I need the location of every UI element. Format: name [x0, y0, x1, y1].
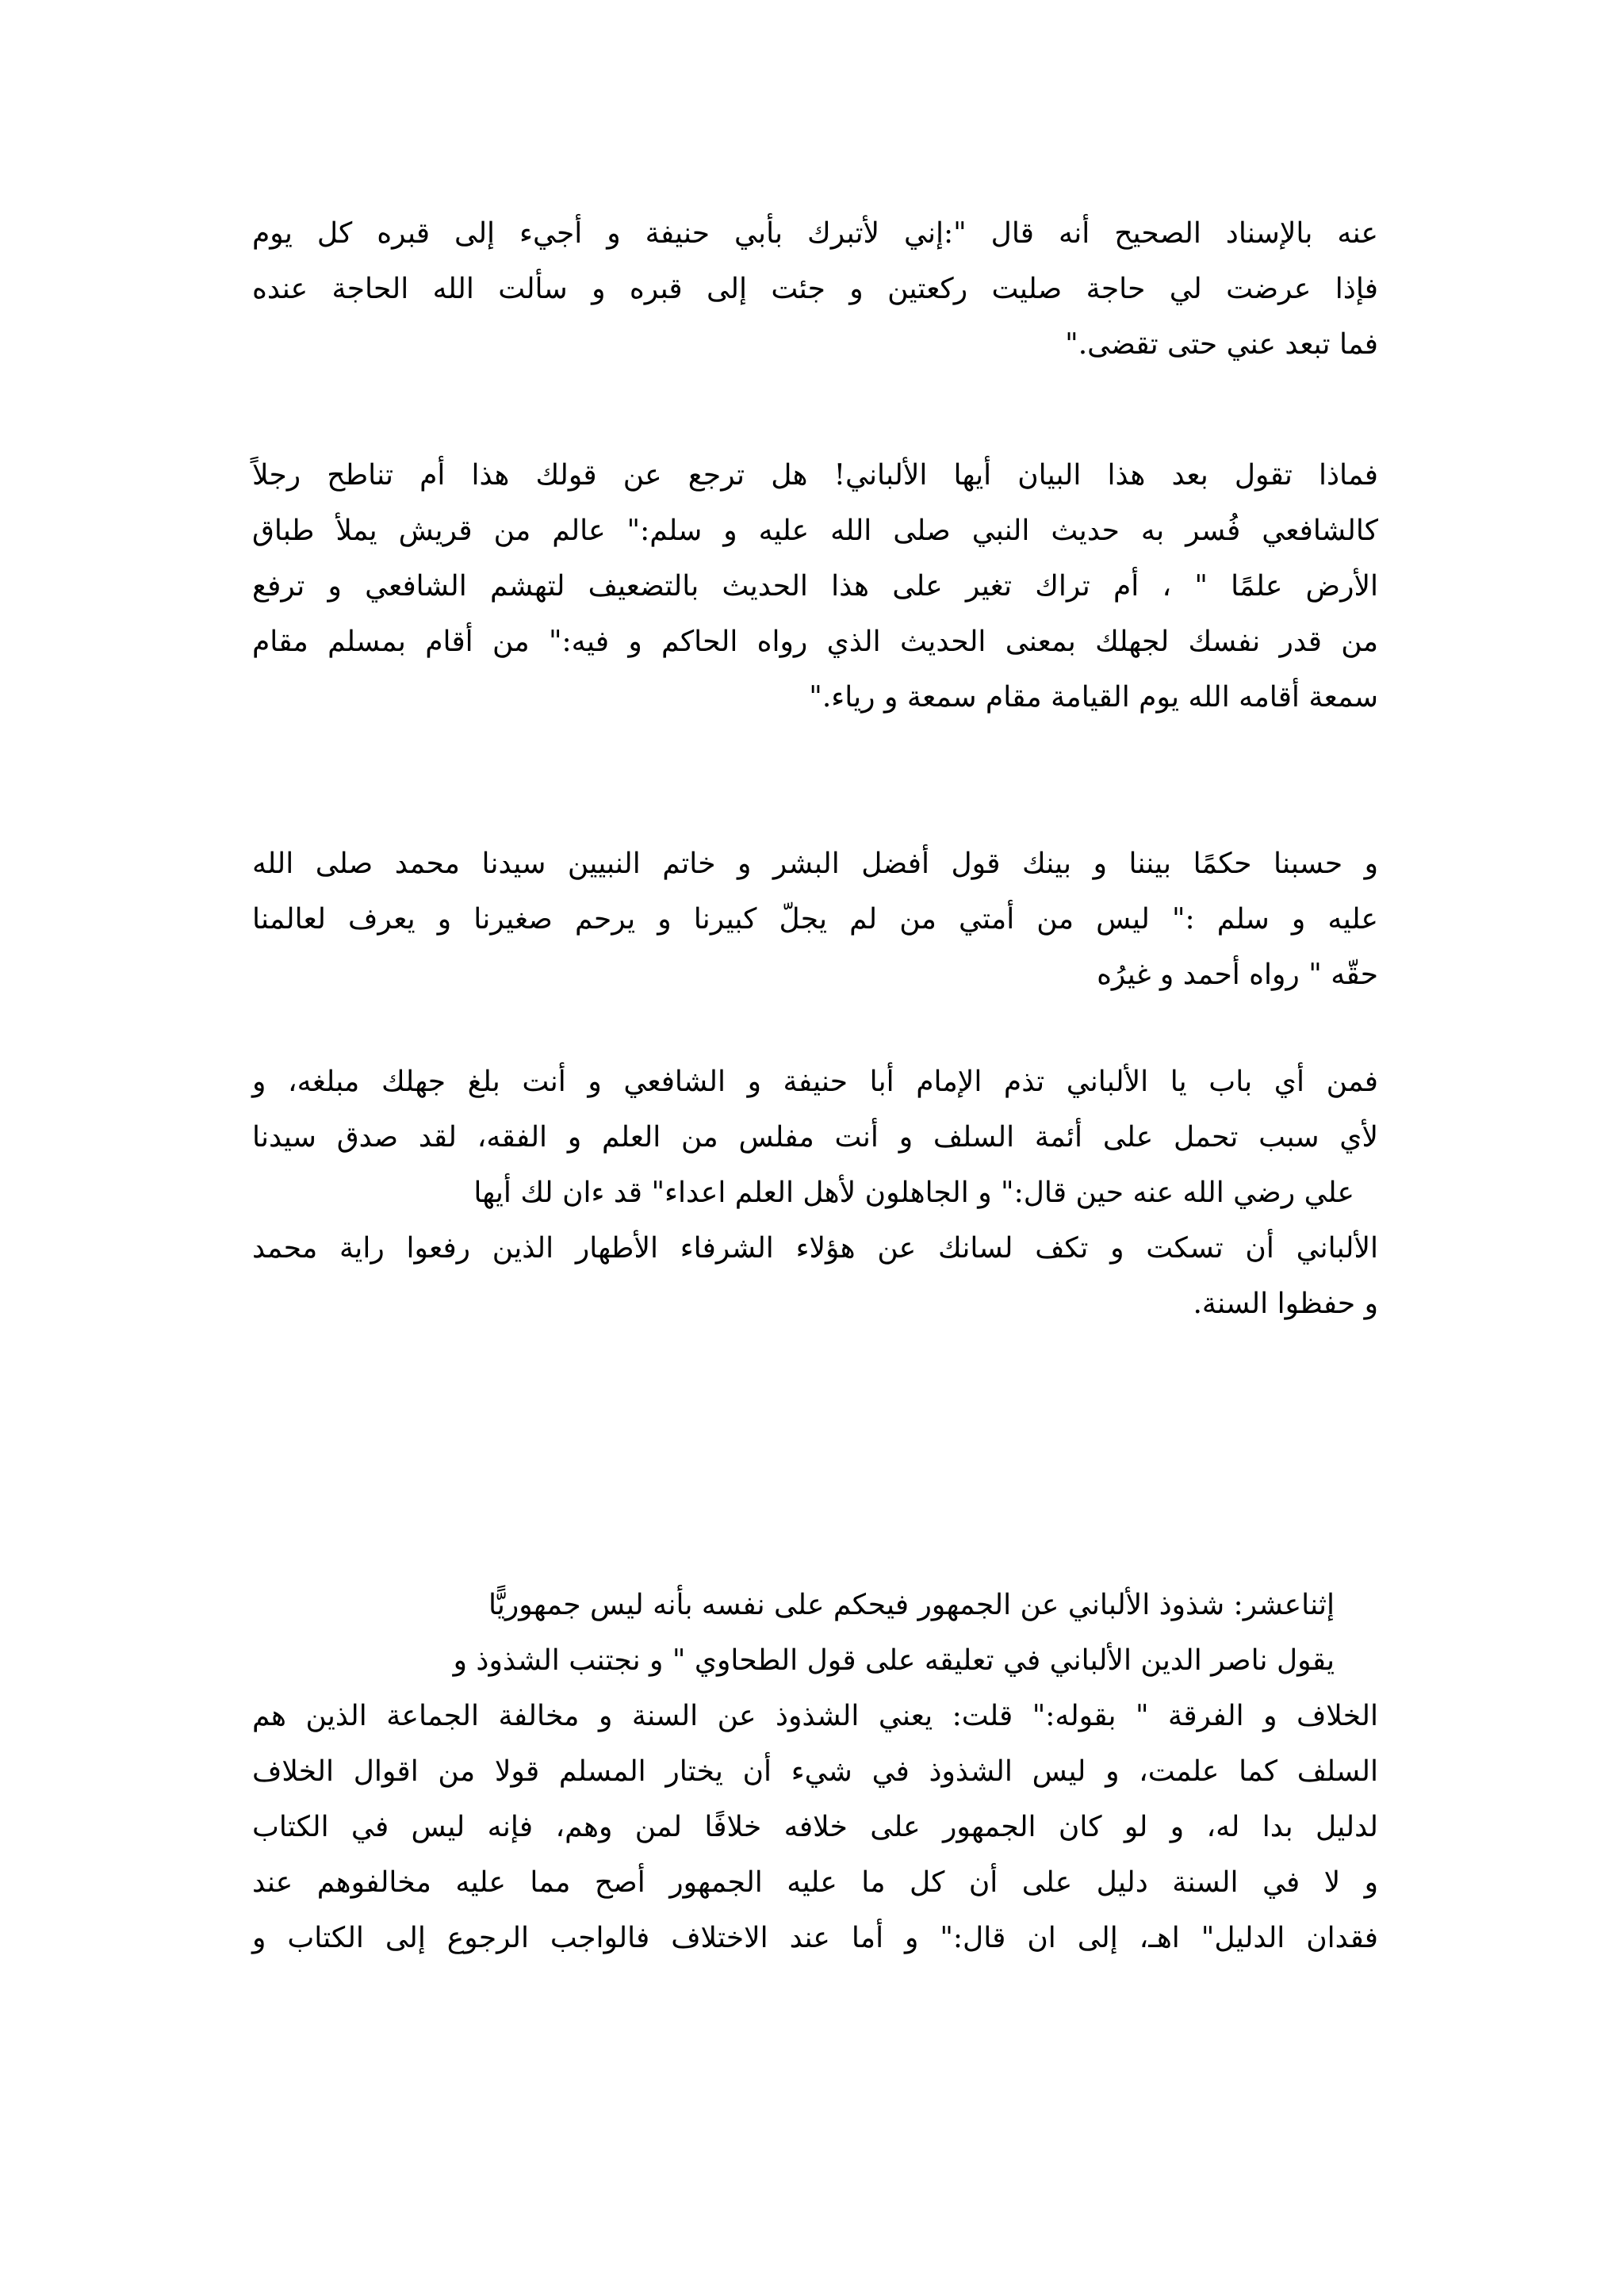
paragraph-line: الألباني أن تسكت و تكف لسانك عن هؤلاء الشرفاء الأطهار الذين رفعوا راية محمد: [252, 1232, 1378, 1265]
paragraph-4: [252, 1054, 1378, 1332]
paragraph-line: السلف كما علمت، و ليس الشذوذ في شيء أن يختار المسلم قولا من اقوال الخلاف: [252, 1755, 1378, 1788]
paragraph-line: علي رضي الله عنه حين قال:" و الجاهلون لأهل العلم اعداء" قد ءان لك أيها: [473, 1177, 1354, 1209]
paragraph-line: سمعة أقامه الله يوم القيامة مقام سمعة و رياء.": [809, 681, 1378, 714]
paragraph-line: و حسبنا حكمًا بيننا و بينك قول أفضل البشر و خاتم النبيين سيدنا محمد صلى الله: [252, 848, 1378, 880]
paragraph-line: يقول ناصر الدين الألباني في تعليقه على قول الطحاوي " و نجتنب الشذوذ و: [453, 1644, 1335, 1677]
paragraph-line: فإذا عرضت لي حاجة صليت ركعتين و جئت إلى قبره و سألت الله الحاجة عنده: [252, 273, 1378, 305]
paragraph-line: كالشافعي فُسر به حديث النبي صلى الله عليه و سلم:" عالم من قريش يملأ طباق: [252, 515, 1378, 547]
paragraph-line: من قدر نفسك لجهلك بمعنى الحديث الذي رواه الحاكم و فيه:" من أقام بمسلم مقام: [252, 626, 1378, 658]
paragraph-3: [252, 836, 1378, 1003]
paragraph-line: عنه بالإسناد الصحيح أنه قال ":إني لأتبرك بأبي حنيفة و أجيء إلى قبره كل يوم: [252, 217, 1378, 250]
paragraph-line: فما تبعد عني حتى تقضى.": [1065, 328, 1378, 361]
paragraph-line: و لا في السنة دليل على أن كل ما عليه الجمهور أصح مما عليه مخالفوهم عند: [252, 1866, 1378, 1899]
paragraph-line: فمن أي باب يا الألباني تذم الإمام أبا حنيفة و الشافعي و أنت بلغ جهلك مبلغه، و: [252, 1066, 1378, 1098]
paragraph-line: الأرض علمًا " ، أم تراك تغير على هذا الحديث بالتضعيف لتهشم الشافعي و ترفع: [252, 570, 1378, 603]
paragraph-line: عليه و سلم :" ليس من أمتي من لم يجلّ كبيرنا و يرحم صغيرنا و يعرف لعالمنا: [252, 903, 1378, 936]
paragraph-line: لأي سبب تحمل على أئمة السلف و أنت مفلس من العلم و الفقه، لقد صدق سيدنا: [252, 1121, 1378, 1154]
paragraph-1: [252, 206, 1378, 373]
paragraph-line: و حفظوا السنة.: [1193, 1288, 1378, 1320]
paragraph-2: [252, 448, 1378, 725]
paragraph-line: الخلاف و الفرقة " بقوله:" قلت: يعني الشذوذ عن السنة و مخالفة الجماعة الذين هم: [252, 1700, 1378, 1732]
paragraph-line: حقّه " رواه أحمد و غيرُه: [1097, 959, 1378, 991]
paragraph-5: [252, 1578, 1378, 1966]
section-heading-line: إثناعشر: شذوذ الألباني عن الجمهور فيحكم على نفسه بأنه ليس جمهوريًّا: [488, 1589, 1335, 1621]
paragraph-line: فقدان الدليل" اهـ، إلى ان قال:" و أما عند الاختلاف فالواجب الرجوع إلى الكتاب و: [252, 1922, 1378, 1954]
paragraph-line: فماذا تقول بعد هذا البيان أيها الألباني! هل ترجع عن قولك هذا أم تناطح رجلاً: [252, 459, 1378, 492]
paragraph-line: لدليل بدا له، و لو كان الجمهور على خلافه خلافًا لمن وهم، فإنه ليس في الكتاب: [252, 1811, 1378, 1843]
